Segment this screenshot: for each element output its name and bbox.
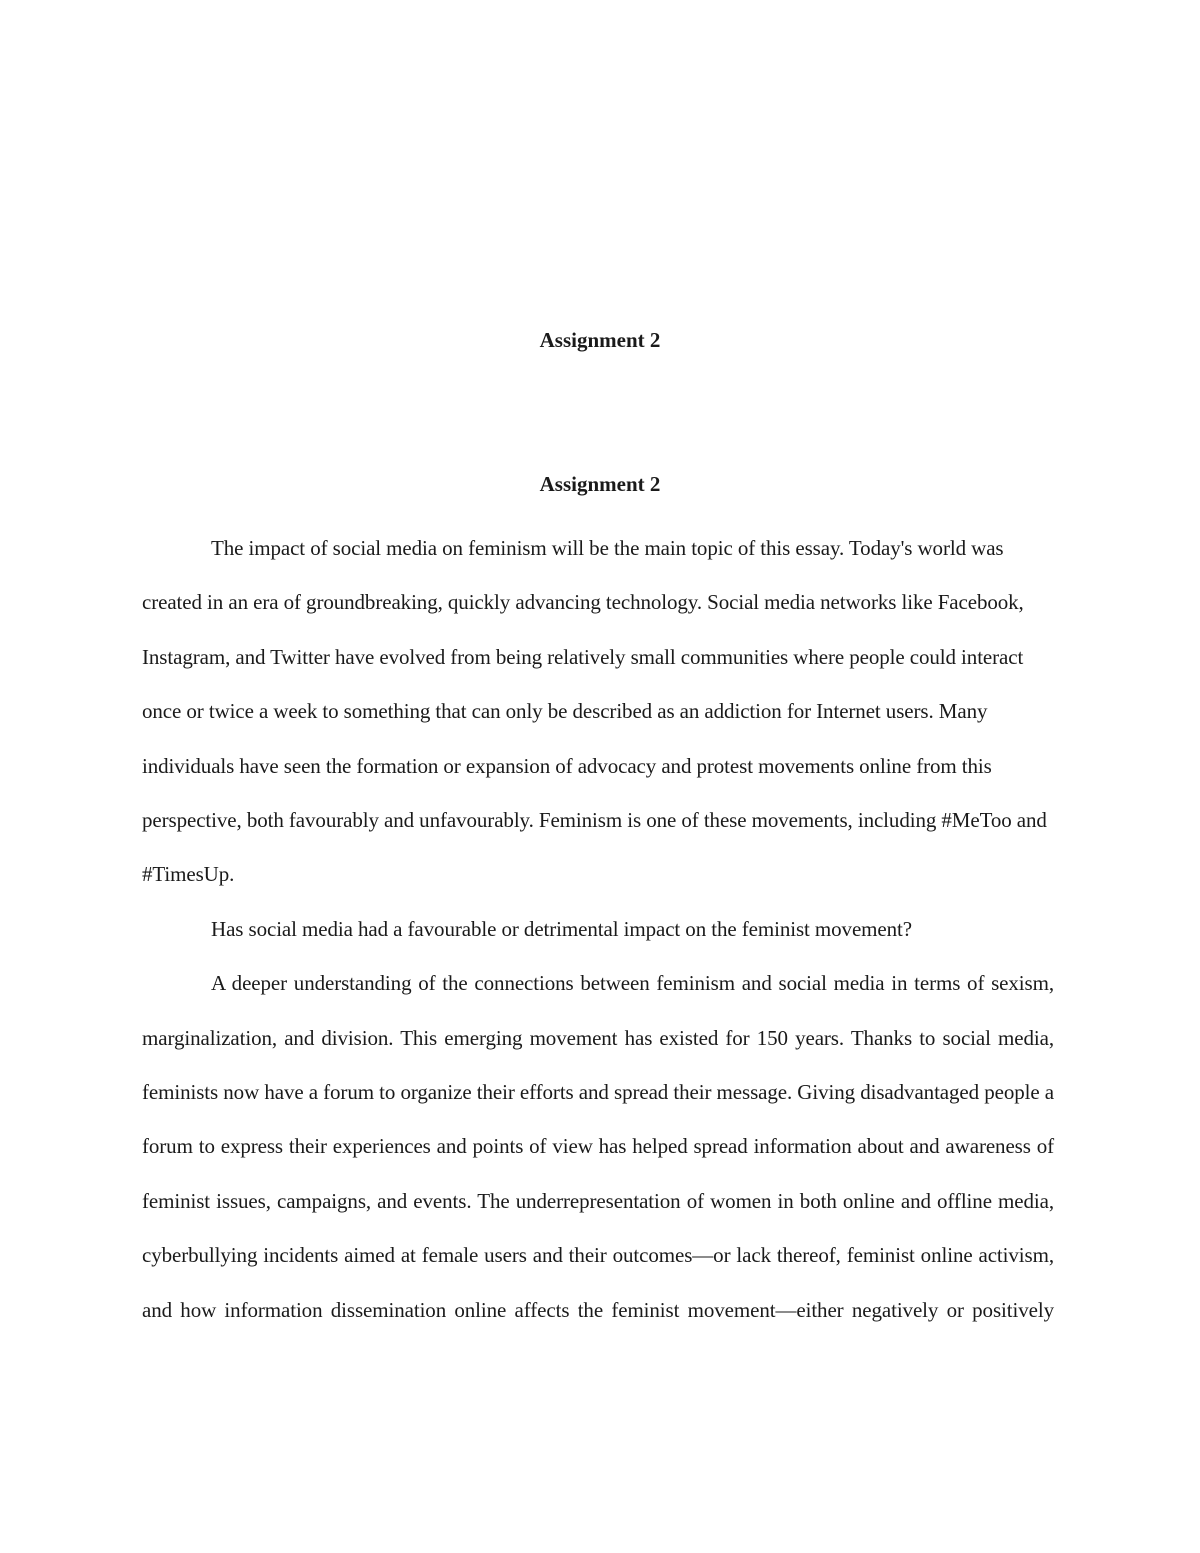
essay-body (142, 521, 1054, 1337)
paragraph-research-question: Has social media had a favourable or detrimental impact on the feminist movement? (211, 916, 912, 941)
body-heading: Assignment 2 (539, 472, 661, 496)
paragraph-discussion: A deeper understanding of the connections between feminism and social media in terms of sexism, marginalization, and division. This emerging movement has existed for 150 years. Thanks to social media, feminists now have a forum to organize their efforts and spread their message. Giving disadvantaged people a forum to express their experiences and points of view has helped spread information about and awareness of feminist issues, campaigns, and events. The underrepresentation of women in both online and offline media, cyberbullying incidents aimed at female users and their outcomes—or lack thereof, feminist online activism, and how information dissemination online affects the feminist movement—either negatively or positively (142, 971, 1054, 1322)
title-page-heading: Assignment 2 (539, 328, 661, 352)
paragraph-introduction: The impact of social media on feminism will be the main topic of this essay. Today's world was created in an era of groundbreaking, quickly advancing technology. Social media networks like Facebook, Instagram, and Twitter have evolved from being relatively small communities where people could interact once or twice a week to something that can only be described as an addiction for Internet users. Many individuals have seen the formation or expansion of advocacy and protest movements online from this perspective, both favourably and unfavourably. Feminism is one of these movements, including #MeToo and #TimesUp. (142, 536, 1047, 887)
